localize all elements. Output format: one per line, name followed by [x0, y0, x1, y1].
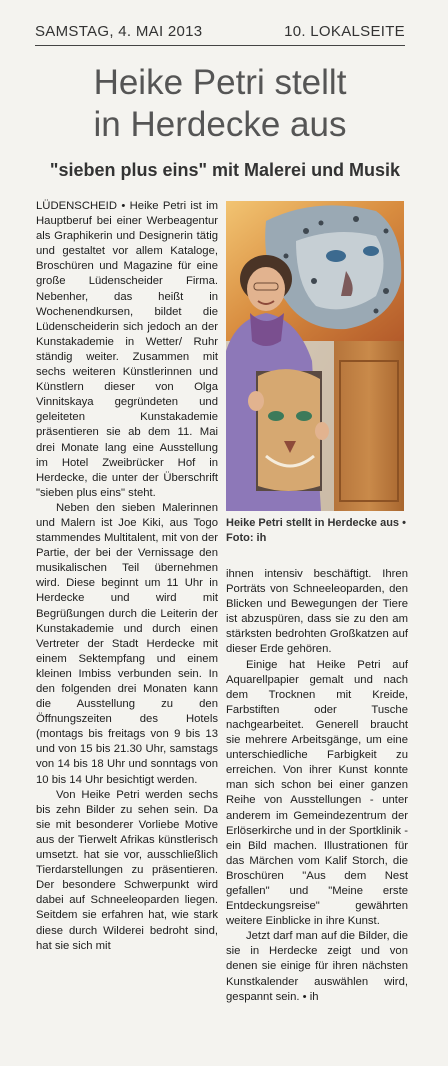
paragraph: LÜDENSCHEID • Heike Petri ist im Hauptberuf bei einer Werbeagentur als Graphikerin und Designerin tätig und gestaltet vor allem Kataloge, Broschüren und Magazine für eine große Lüdenscheider Firma. Nebenher, das heißt in Wochenendkursen, bildet die Lüdenscheiderin sich jedoch an der Kunstakademie in Wetter/ Ruhr ständig weiter. Zusammen mit sechs weiteren Künstlerinnen und Künstlern dieser von Olga Vinnitskaya gegründeten und geleiteten Kunstakademie präsentieren sie ab dem 11. Mai drei Monate lang eine Ausstellung im Hotel Zweibrücker Hof in Herdecke, die unter der Überschrift "sieben plus eins" steht.: [36, 200, 218, 499]
paragraph: Neben den sieben Malerinnen und Malern ist Joe Kiki, aus Togo stammendes Multitalent, mit von der Partie, der bei der Vernissage den musikalischen Teil übernehmen wird. Diese beginnt um 11 Uhr in Herdecke und wird mit Begrüßungen durch die Leiterin der Kunstakademie und durch einen Vertreter der Stadt Herdecke mit einem Sektempfang und einem kleinen Imbiss verbunden sein. In den folgenden drei Monaten kann die Ausstellung zu den Öffnungszeiten des Hotels (montags bis freitags von 9 bis 13 und von 15 bis 21.30 Uhr, samstags von 14 bis 18 Uhr und sonntags von 10 bis 14 Uhr besichtigt werden.: [36, 501, 218, 786]
section-label: 10. LOKALSEITE: [284, 23, 405, 40]
article-photo: [226, 201, 404, 511]
paragraph: Jetzt darf man auf die Bilder, die sie in Herdecke zeigt und von denen sie einige für ihren nächsten Kunstkalender auswählen wird, gespannt sein. • ih: [226, 930, 408, 1003]
article-column-left: [36, 199, 218, 954]
subheadline: "sieben plus eins" mit Malerei und Musik: [49, 160, 401, 180]
headline-line-2: in Herdecke aus: [93, 105, 347, 144]
article-column-right: [226, 567, 408, 1005]
paragraph: ihnen intensiv beschäftigt. Ihren Porträts von Schneeleoparden, den Blicken und Bewegungen der Tiere ist abzuspüren, dass sie zu den am stärksten bedrohten Großkatzen auf dieser Erde gehören.: [226, 568, 408, 656]
photo-illustration: [226, 201, 404, 511]
issue-date: SAMSTAG, 4. MAI 2013: [35, 23, 203, 40]
headline-line-1: Heike Petri stellt: [93, 63, 347, 102]
header-divider: [35, 45, 405, 46]
photo-caption: Heike Petri stellt in Herdecke aus • Foto: ih: [226, 517, 406, 544]
paragraph: Einige hat Heike Petri auf Aquarellpapier gemalt und nach dem Trocknen mit Kreide, Farbstiften oder Tusche nachgearbeitet. Generell braucht sie mehrere Arbeitsgänge, um eine unterschiedliche Farbigkeit zu erreichen. Von ihrer Kunst konnte man sich schon bei einer ganzen Reihe von Ausstellungen - unter anderem im Gemeindezentrum der Erlöserkirche und in der Sportklinik - ein Bild machen. Illustrationen für das Märchen vom Kalif Storch, die Broschüren "Aus dem Nest gefallen" und "Meine erste Entdeckungsreise" gewährten weitere Einblicke in ihre Kunst.: [226, 658, 408, 928]
paragraph: Von Heike Petri werden sechs bis zehn Bilder zu sehen sein. Da sie mit besonderer Vorliebe Motive aus der Tierwelt Afrikas künstlerisch umsetzt. hat sie vor, ausschließlich Tierdarstellungen zu präsentieren. Der besondere Schwerpunkt wird dabei auf Schneeleoparden liegen. Seitdem sie erfahren hat, wie stark diese durch Wilderei bedroht sind, hat sie sich mit: [36, 788, 218, 952]
page-header: [35, 23, 405, 40]
headline: [40, 62, 400, 146]
